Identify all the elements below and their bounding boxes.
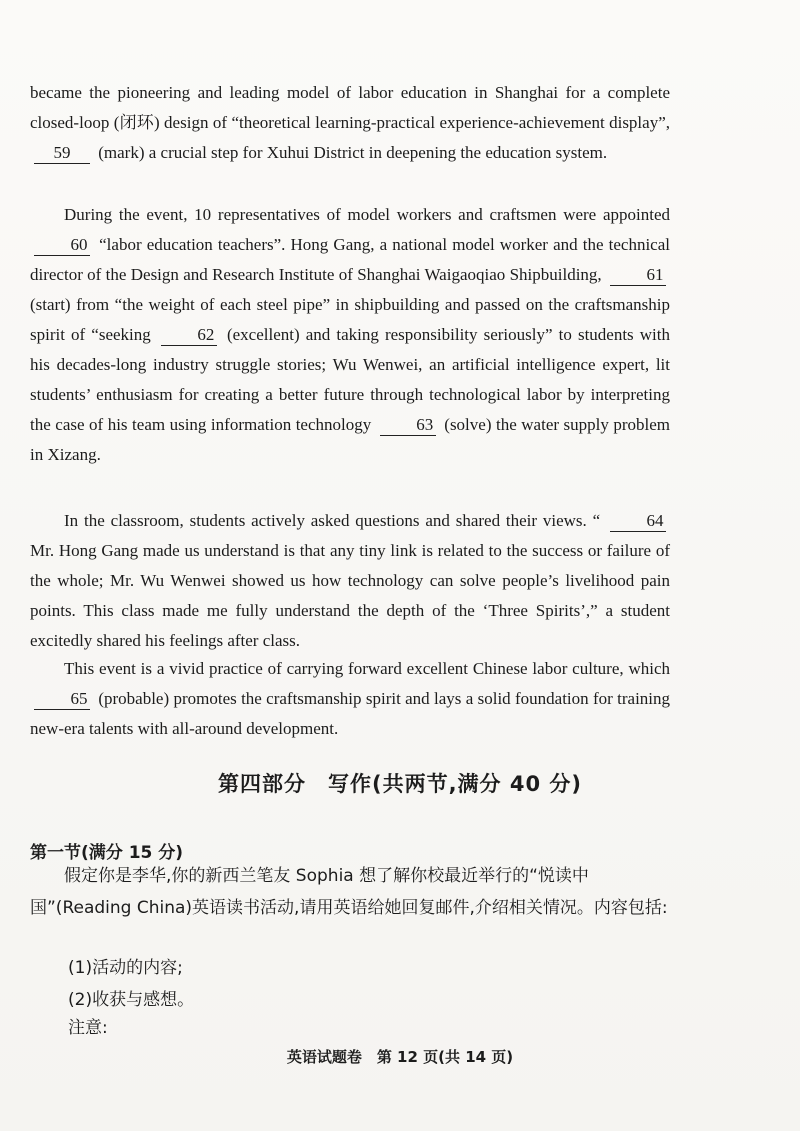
p3-text-1: In the classroom, students actively asked questions and shared their views. “: [64, 511, 601, 530]
passage-paragraph-1: [30, 78, 670, 168]
p4-text-1: This event is a vivid practice of carrying forward excellent Chinese labor culture, which: [64, 659, 670, 678]
blank-61[interactable]: 61: [610, 265, 666, 286]
p2-text-2: “labor education teachers”. Hong Gang, a national model worker and the technical director of the Design and Research Institute of Shanghai Waigaoqiao Shipbuilding,: [30, 235, 670, 284]
blank-60[interactable]: 60: [34, 235, 90, 256]
passage-paragraph-2: [30, 200, 670, 470]
writing-item-2: (2)收获与感想。: [68, 990, 195, 1010]
p1-text-1: became the pioneering and leading model of labor education in Shanghai for a complete closed-loop (闭环) design of “theoretical learning-practical experience-achievement display”,: [30, 83, 670, 132]
blank-59[interactable]: 59: [34, 143, 90, 164]
p2-text-4: (excellent) and taking responsibility seriously” to students with his decades-long industry struggle stories; Wu Wenwei, an artificial intelligence expert, lit students’ enthusiasm for creating a better future through technological labor by interpreting the case of his team using information technology: [30, 325, 670, 434]
p1-text-2: (mark) a crucial step for Xuhui District in deepening the education system.: [98, 143, 608, 162]
p4-text-2: (probable) promotes the craftsmanship spirit and lays a solid foundation for training new-era talents with all-around development.: [30, 689, 671, 738]
p2-text-5: (solve) the water supply problem in Xizang.: [30, 415, 671, 464]
passage-paragraph-3: [30, 506, 670, 656]
passage-paragraph-4: [30, 654, 670, 744]
p3-text-2: Mr. Hong Gang made us understand is that any tiny link is related to the success or failure of the whole; Mr. Wu Wenwei showed us how technology can solve people’s livelihood pain points. This class made me fully understand the depth of the ‘Three Spirits’,” a student excitedly shared his feelings after class.: [30, 541, 670, 650]
blank-63[interactable]: 63: [380, 415, 436, 436]
p2-text-3: (start) from “the weight of each steel pipe” in shipbuilding and passed on the craftsmanship spirit of “seeking: [30, 295, 670, 344]
writing-item-1: (1)活动的内容;: [68, 958, 183, 978]
writing-section-title: 第一节(满分 15 分): [30, 843, 184, 863]
writing-part-title: 第四部分 写作(共两节,满分 40 分): [217, 772, 583, 796]
blank-64[interactable]: 64: [610, 511, 666, 532]
page-footer: 英语试题卷 第 12 页(共 14 页): [286, 1048, 514, 1066]
blank-62[interactable]: 62: [161, 325, 217, 346]
p2-text-1: During the event, 10 representatives of model workers and craftsmen were appointed: [64, 205, 670, 224]
blank-65[interactable]: 65: [34, 689, 90, 710]
writing-prompt: 假定你是李华,你的新西兰笔友 Sophia 想了解你校最近举行的“悦读中国”(Reading China)英语读书活动,请用英语给她回复邮件,介绍相关情况。内容包括:: [30, 866, 668, 918]
writing-note: 注意:: [68, 1018, 108, 1038]
